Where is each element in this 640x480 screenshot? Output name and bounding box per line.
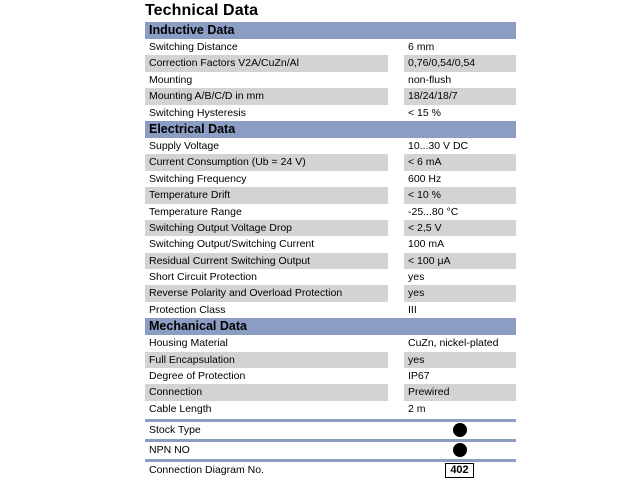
npn-no-label: NPN NO bbox=[149, 444, 190, 457]
table-row bbox=[145, 352, 516, 368]
table-row bbox=[145, 368, 516, 384]
connection-diagram-label: Connection Diagram No. bbox=[149, 464, 264, 477]
row-value: 10...30 V DC bbox=[408, 139, 469, 152]
row-value: yes bbox=[404, 285, 516, 301]
table-row bbox=[145, 88, 516, 104]
table-row bbox=[145, 72, 516, 88]
row-value: 6 mm bbox=[408, 41, 435, 53]
row-label: Housing Material bbox=[149, 337, 228, 350]
row-value: 18/24/18/7 bbox=[404, 88, 516, 104]
table-row bbox=[145, 302, 516, 318]
row-label: Switching Distance bbox=[149, 41, 238, 53]
row-label: Mounting A/B/C/D in mm bbox=[145, 88, 388, 104]
connection-diagram-number: 402 bbox=[445, 463, 474, 478]
row-value: -25...80 °C bbox=[408, 205, 459, 218]
row-value: < 6 mA bbox=[404, 154, 516, 170]
row-label: Full Encapsulation bbox=[145, 352, 388, 368]
row-value: 100 mA bbox=[408, 238, 445, 251]
table-row bbox=[145, 154, 516, 170]
row-value: < 10 % bbox=[404, 187, 516, 203]
row-value: CuZn, nickel-plated bbox=[408, 337, 499, 350]
section-heading-electrical: Electrical Data bbox=[145, 121, 516, 138]
row-value: III bbox=[408, 303, 417, 316]
row-value: < 100 μA bbox=[404, 253, 516, 269]
technical-data-sheet bbox=[145, 0, 516, 480]
stock-type-label: Stock Type bbox=[149, 424, 201, 437]
row-label: Mounting bbox=[149, 73, 193, 86]
row-label: Switching Output/Switching Current bbox=[149, 238, 315, 251]
row-label: Switching Hysteresis bbox=[149, 106, 246, 119]
section-heading-inductive: Inductive Data bbox=[145, 22, 516, 39]
row-value: IP67 bbox=[408, 370, 430, 383]
row-label: Connection bbox=[145, 384, 388, 400]
table-row bbox=[145, 105, 516, 121]
row-label: Residual Current Switching Output bbox=[145, 253, 388, 269]
table-row bbox=[145, 204, 516, 220]
table-row bbox=[145, 269, 516, 285]
row-label: Protection Class bbox=[149, 303, 226, 316]
row-label: Switching Output Voltage Drop bbox=[145, 220, 388, 236]
row-value: yes bbox=[408, 271, 425, 284]
table-row bbox=[145, 138, 516, 154]
table-row bbox=[145, 187, 516, 203]
table-row bbox=[145, 236, 516, 252]
row-label: Cable Length bbox=[149, 402, 212, 415]
row-value: 2 m bbox=[408, 402, 426, 415]
table-row bbox=[145, 335, 516, 351]
row-value: 0,76/0,54/0,54 bbox=[404, 55, 516, 71]
section-heading-mechanical: Mechanical Data bbox=[145, 318, 516, 335]
technical-data-table bbox=[145, 22, 516, 479]
feature-block bbox=[145, 419, 516, 479]
feature-row-connection-diagram bbox=[145, 462, 516, 479]
row-value: 600 Hz bbox=[408, 172, 442, 185]
row-label: Switching Frequency bbox=[149, 172, 247, 185]
row-label: Supply Voltage bbox=[149, 139, 220, 152]
table-row bbox=[145, 171, 516, 187]
row-value: yes bbox=[404, 352, 516, 368]
feature-row-stock-type bbox=[145, 422, 516, 439]
feature-row-npn-no bbox=[145, 442, 516, 459]
table-row bbox=[145, 220, 516, 236]
row-value: < 15 % bbox=[408, 106, 441, 119]
row-label: Reverse Polarity and Overload Protection bbox=[145, 285, 388, 301]
table-row bbox=[145, 401, 516, 417]
table-row bbox=[145, 285, 516, 301]
table-row bbox=[145, 39, 516, 55]
row-label: Current Consumption (Ub = 24 V) bbox=[145, 154, 388, 170]
table-row bbox=[145, 384, 516, 400]
row-label: Temperature Drift bbox=[145, 187, 388, 203]
row-label: Short Circuit Protection bbox=[149, 271, 257, 284]
filled-dot-icon bbox=[453, 423, 467, 437]
table-row bbox=[145, 253, 516, 269]
row-label: Correction Factors V2A/CuZn/Al bbox=[145, 55, 388, 71]
row-label: Degree of Protection bbox=[149, 370, 246, 383]
row-label: Temperature Range bbox=[149, 205, 242, 218]
page-title: Technical Data bbox=[145, 2, 259, 19]
row-value: < 2,5 V bbox=[404, 220, 516, 236]
filled-dot-icon bbox=[453, 443, 467, 457]
table-row bbox=[145, 55, 516, 71]
row-value: non-flush bbox=[408, 73, 452, 86]
row-value: Prewired bbox=[404, 384, 516, 400]
